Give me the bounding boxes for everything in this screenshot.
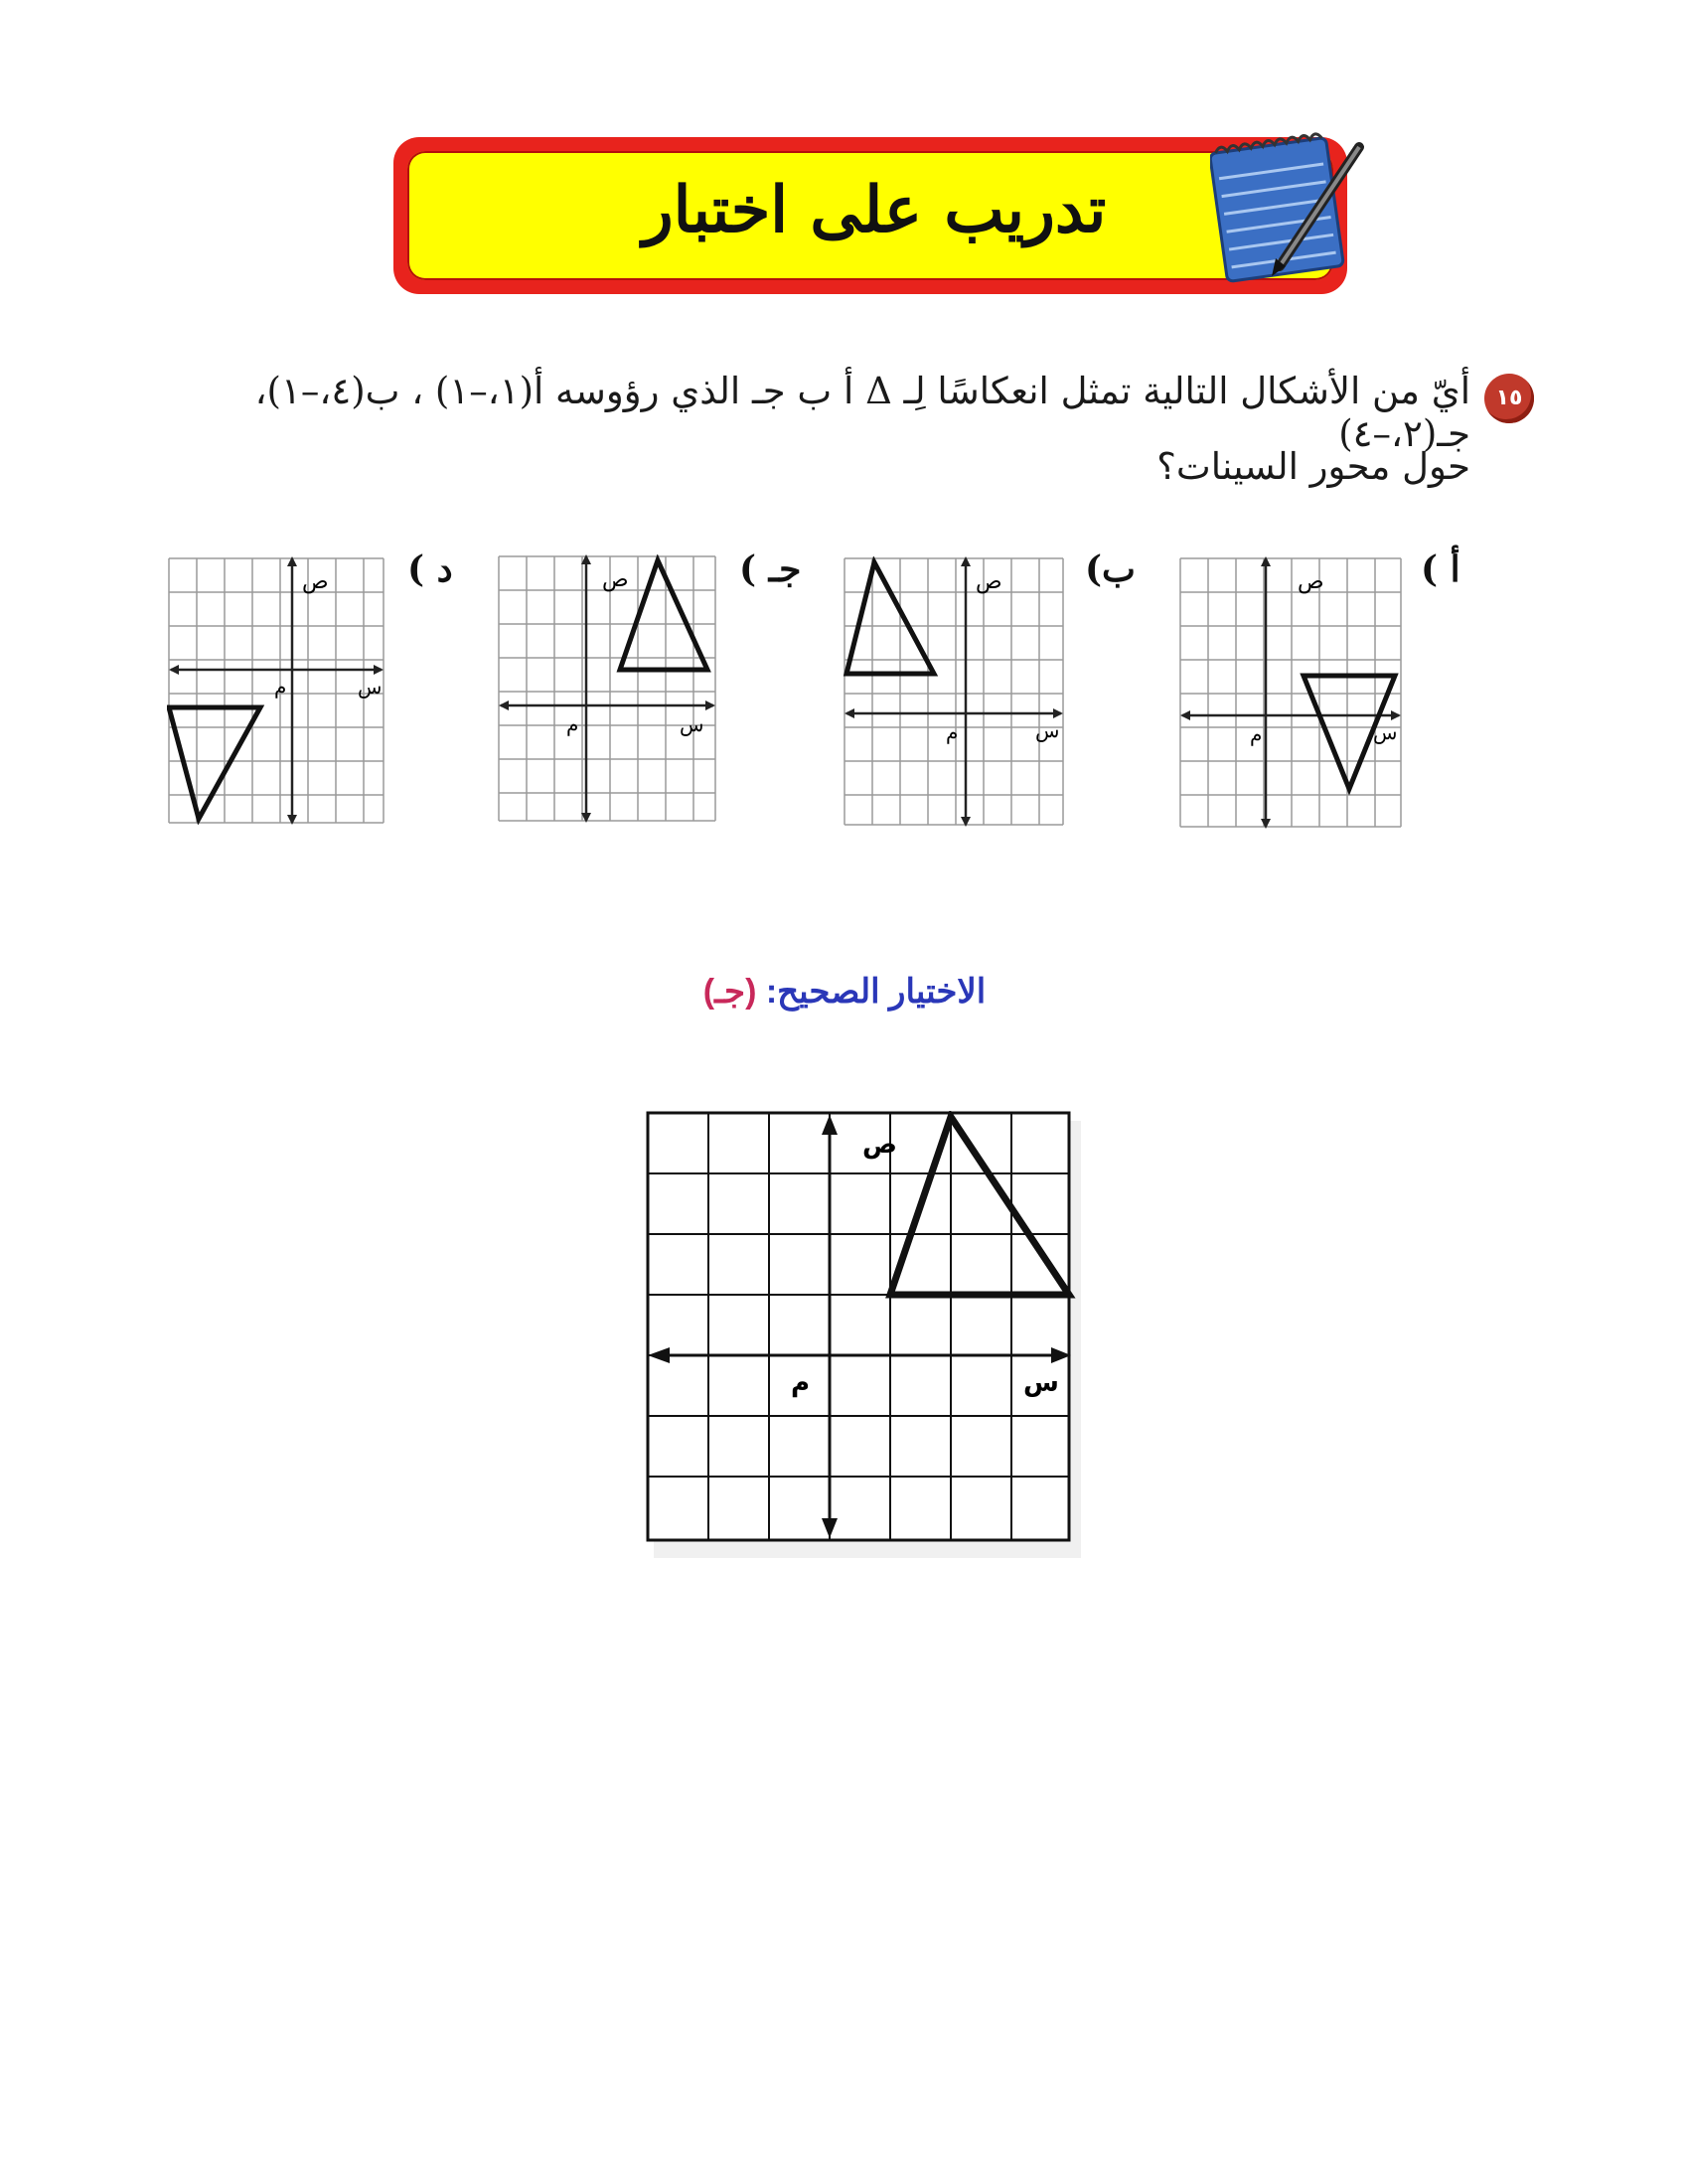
graph-correct-answer (646, 1111, 1083, 1568)
graph-correct-x-label: س (1023, 1368, 1059, 1398)
graph-d-triangle (169, 707, 260, 819)
answer-line (497, 972, 1192, 1012)
question-text-line2: حول محور السينات؟ (1156, 445, 1470, 488)
graph-b-origin-label: م (946, 720, 959, 744)
graph-choice-b (843, 556, 1065, 827)
graph-d-origin-label: م (274, 675, 287, 699)
graph-a-x-label: س (1373, 720, 1398, 744)
banner (393, 137, 1347, 294)
question-text-line1: أيّ من الأشكال التالية تمثل انعكاسًا لِـ Δ أ ب جـ الذي رؤوسه أ(١،–١) ، ب(٤،–١)، جـ(٢،–٤) (254, 370, 1470, 455)
choice-label-b: ب) (1085, 548, 1136, 590)
choice-label-d: د ) (407, 548, 453, 590)
graph-b-y-label: ص (976, 569, 1002, 594)
notepad-pen-icon (1210, 127, 1369, 286)
graph-c-x-label: س (680, 712, 704, 736)
banner-title: تدريب على اختبار (642, 173, 1107, 247)
graph-correct-y-label: ص (862, 1130, 897, 1160)
graph-choice-d (167, 556, 385, 825)
graph-a-y-label: ص (1298, 569, 1324, 594)
graph-d-x-label: س (358, 675, 383, 699)
graph-choice-a (1178, 556, 1403, 829)
banner-inner (407, 151, 1333, 280)
graph-b-x-label: س (1035, 718, 1060, 742)
answer-choice: (جـ) (702, 973, 757, 1011)
graph-c-triangle (620, 560, 707, 670)
choice-label-c: جـ ) (739, 548, 802, 590)
graph-c-origin-label: م (566, 712, 579, 736)
choice-label-a: أ ) (1421, 548, 1460, 590)
graph-choice-c (497, 554, 717, 823)
graph-c-y-label: ص (602, 567, 629, 592)
graph-b-triangle (846, 562, 934, 674)
question-number: ١٥ (1484, 374, 1534, 423)
graph-d-y-label: ص (302, 569, 329, 594)
graph-a-origin-label: م (1250, 722, 1263, 746)
answer-prefix: الاختيار الصحيح: (765, 973, 987, 1011)
graph-correct-origin-label: م (791, 1368, 811, 1398)
